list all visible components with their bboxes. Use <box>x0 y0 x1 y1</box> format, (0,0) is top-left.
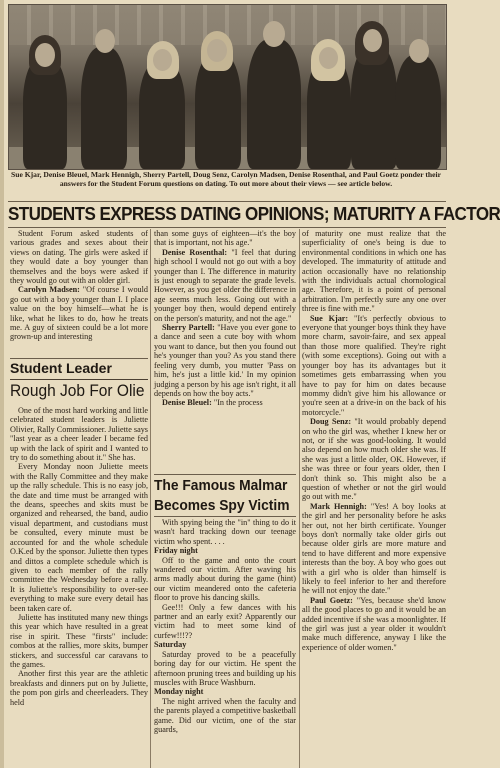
paragraph: Paul Goetz: "Yes, because she'd know all the good places to go and it would be an added incentive if she was a moonlighter. If the girl was just a year older it wouldn't make much difference, anyway I like the experience of older women." <box>302 595 447 652</box>
paragraph: With spying being the "in" thing to do it wasn't hard tracking down our teenage victim who spent. . . . <box>154 518 296 546</box>
paragraph: Sherry Partell: "Have you ever gone to a dance and seen a cute boy with whom you want to dance, but then you found out he's younger than you? As you stand there feeling very dumb, you mutter 'Pass on him, he's just a little kid.' In my opinion judging a person by his age isn't right, it all depends on how the boy acts." <box>154 323 296 398</box>
paragraph: One of the most hard working and little celebrated student leaders is Juliette Olivier, Rally Commissioner. Juliette says "last year as a cheer leader I became fed up with the lack of spirit and I wanted to try to do something about it." She has. <box>10 406 148 463</box>
paragraph: Saturday proved to be a peacefully boring day for our victim. He spent the afternoon pruning trees and building up his muscles with Bruce Washburn. <box>154 649 296 687</box>
photo-head <box>409 39 429 63</box>
spy-victim-article <box>154 518 296 734</box>
section-rule <box>10 358 148 359</box>
column-divider <box>150 229 151 768</box>
photo-head <box>153 49 172 71</box>
article-column-1 <box>10 229 148 342</box>
group-photo <box>8 4 447 170</box>
paragraph: than some guys of eighteen—it's the boy that is important, not his age." <box>154 229 296 248</box>
section-rule <box>154 516 296 517</box>
photo-head <box>263 21 285 47</box>
section-rule <box>10 379 148 380</box>
paragraph: Every Monday noon Juliette meets with the Rally Committee and they make up the rally schedule. This is no easy job, the date and time must be arranged with the deans, speeches and skits must be organized and rehearsed, the band, audio visual department, and custodians must be consulted, every minute must be accounted for and the whole schedule O.K.ed by the sponsor. Juliette then types and dittos a complete schedule which is given to each member of the rally committee the Wednesday before a rally. It is Juliette's responsibility to over-see everything to make sure every detail has been taken care of. <box>10 462 148 613</box>
rough-job-headline: Rough Job For Olie <box>10 382 145 400</box>
margin-strip <box>0 0 4 768</box>
photo-head <box>35 43 55 67</box>
paragraph: Off to the game and onto the court wandered our victim. After waving his arms madly about during the game (hint) our victim meandered onto the cafeteria floor to prove his dancing skills. <box>154 555 296 603</box>
column-divider <box>299 229 300 768</box>
speaker-name: Denise Bleuel: <box>162 398 212 408</box>
photo-head <box>319 47 338 69</box>
paragraph: Sue Kjar: "It's perfectly obvious to everyone that younger boys think they have more charm, savoir-faire, and sex appeal than those more qualified. They're right (with some exceptions). Going out with a younger boy has its advantages but it sometimes gets embarrassing when you have to pay for him on dates because mommy didn't give him his allowance or you're seen at a drive-in on the back of his motorcycle." <box>302 313 446 417</box>
photo-head <box>95 29 115 53</box>
subheading: Saturday <box>154 640 187 650</box>
speaker-name: Sue Kjar: <box>310 313 349 323</box>
spy-victim-headline <box>154 476 290 516</box>
photo-head <box>363 29 382 52</box>
paragraph: Doug Senz: "It would probably depend on who the girl was, whether I knew her or not, or if she was good-looking. It would also depend on how much older she was. If she was just a little older, OK. However, if she was three or four years older, then I don't think so. This might also be a question of whether or not the girl would go out with me." <box>302 417 446 502</box>
photo-person <box>247 39 301 169</box>
photo-head <box>207 39 227 62</box>
speaker-name: Paul Goetz: <box>310 595 353 605</box>
student-leader-heading: Student Leader <box>10 360 112 376</box>
student-leader-article <box>10 406 148 707</box>
headline-rule-bottom <box>8 227 446 228</box>
article-headline: STUDENTS EXPRESS DATING OPINIONS; MATURITY A FACTOR <box>8 203 500 224</box>
paragraph: Another first this year are the athletic breakfasts and dinners put on by Juliette, the pom pon girls and cheerleaders. They held <box>10 669 148 707</box>
speaker-name: Carolyn Madsen: <box>18 285 80 295</box>
paragraph: Juliette has instituted many new things this year which have resulted in a great rise in spirit. These "firsts" include: combos at the rallies, more skits, bumper stickers, and successful car caravans to the games. <box>10 612 148 669</box>
article-column-3 <box>302 229 446 652</box>
photo-caption: Sue Kjar, Denise Bleuel, Mark Hennigh, Sherry Partell, Doug Senz, Carolyn Madsen, Denise Rosenthal, and Paul Goetz ponder their answers for the Student Forum questions on dating. To out more about their views — see article below. <box>11 170 441 188</box>
paragraph: Gee!!! Only a few dances with his partner and an early exit? Apparently our victim had to meet some kind of curfew!!!?? <box>154 602 296 640</box>
paragraph: Carolyn Madsen: "Of course I would go out with a boy younger than I. I place value on the boy himself—what he is like, what he likes to do, how he treats me. A guy of sixteen could be a lot more grown-up and interesting <box>10 285 149 342</box>
subheading: Friday night <box>154 546 198 556</box>
spy-headline-line-2: Becomes Spy Victim <box>154 497 290 514</box>
article-column-2 <box>154 229 296 408</box>
spy-headline-line-1: The Famous Malmar <box>154 477 288 494</box>
paragraph: Mark Hennigh: "Yes! A boy looks at the girl and her personality before he asks her out, not her birth certificate. Younger boys don't normally take older girls out because older girls are more mature and tend to have different and more expensive interests than the boy. A boy who goes out with a girl who is older than himself is likely to feel inferior to her and therefore he will not enjoy the date." <box>302 501 446 596</box>
speaker-name: Doug Senz: <box>310 417 352 427</box>
paragraph: Denise Bleuel: "In the process <box>162 398 263 408</box>
speaker-name: Denise Rosenthal: <box>162 247 228 257</box>
paragraph: Student Forum asked students of various grades and sexes about their views on dating. The girls were asked if they would date a boy younger than themselves and the boys were asked if they would go out with an older girl. <box>10 229 148 286</box>
paragraph: of maturity one must realize that the superficiality of one's being is due to environmental conditions in which one has developed. The immaturity of attitude and action occasionally have no relationship with the individuals actual chornological age. Therefore, it is a point of personal arbitration. I'm perfectly sure any one over three is fine with me." <box>302 229 446 314</box>
headline-rule-top <box>8 201 446 202</box>
subheading: Monday night <box>154 687 204 697</box>
section-rule <box>154 474 296 475</box>
photo-person <box>81 47 127 169</box>
speaker-name: Sherry Partell: <box>162 323 215 333</box>
photo-person <box>395 55 441 169</box>
speaker-name: Mark Hennigh: <box>310 501 367 511</box>
paragraph: The night arrived when the faculty and the parents played a competitive basketball game. Did our victim, one of the star guards, <box>154 696 296 734</box>
paragraph: Denise Rosenthal: "I feel that during high school I would not go out with a boy younger than I. The difference in maturity is just enough to separate the grade levels. However, as you get older the difference in age seems much less. Going out with a younger boy then, would depend entirely on the person's maturity, and not the age." <box>154 247 297 323</box>
